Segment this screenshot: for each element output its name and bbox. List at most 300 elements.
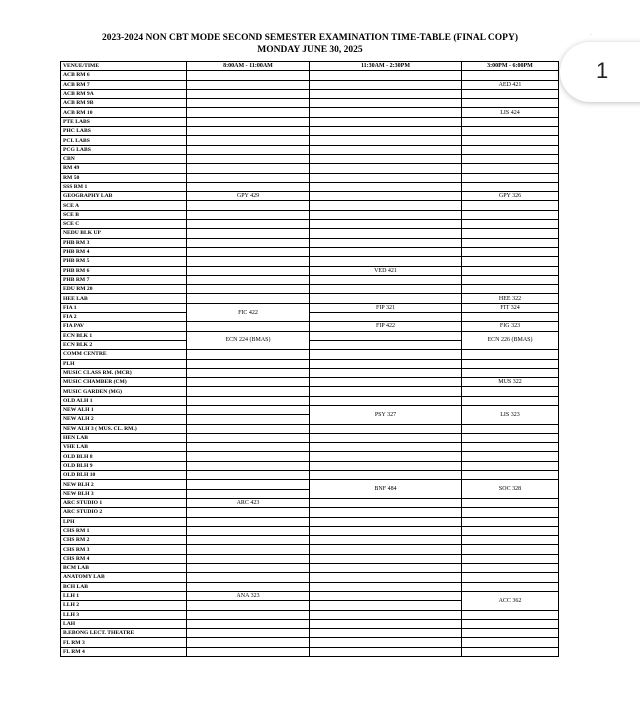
empty-cell: [310, 638, 462, 647]
empty-cell: [187, 350, 310, 359]
exam-cell: GPY 429: [187, 192, 310, 201]
venue-cell: PCL LABS: [61, 136, 187, 145]
empty-cell: [462, 210, 559, 219]
empty-cell: [462, 526, 559, 535]
venue-cell: LAH: [61, 619, 187, 628]
exam-cell: FIP 321: [310, 303, 462, 312]
table-row: [61, 238, 559, 247]
table-row: [61, 619, 559, 628]
table-row: [61, 229, 559, 238]
venue-cell: FIA 1: [61, 303, 187, 312]
empty-cell: [310, 526, 462, 535]
venue-cell: NEW ALH 1: [61, 405, 187, 414]
empty-cell: [187, 145, 310, 154]
empty-cell: [462, 182, 559, 191]
table-row: [61, 164, 559, 173]
empty-cell: [310, 601, 462, 610]
empty-cell: [187, 368, 310, 377]
empty-cell: [187, 629, 310, 638]
table-row: [61, 480, 559, 489]
empty-cell: [310, 545, 462, 554]
table-row: [61, 536, 559, 545]
empty-cell: [187, 424, 310, 433]
venue-cell: LPH: [61, 517, 187, 526]
empty-cell: [310, 285, 462, 294]
table-row: [61, 461, 559, 470]
table-row: [61, 285, 559, 294]
venue-cell: CHS RM 1: [61, 526, 187, 535]
table-row: [61, 89, 559, 98]
venue-cell: ECN BLK 1: [61, 331, 187, 340]
table-row: [61, 247, 559, 256]
empty-cell: [187, 573, 310, 582]
table-row: [61, 564, 559, 573]
empty-cell: [187, 545, 310, 554]
page-number: 1: [596, 58, 609, 83]
empty-cell: [310, 387, 462, 396]
empty-cell: [462, 461, 559, 470]
empty-cell: [310, 629, 462, 638]
empty-cell: [187, 164, 310, 173]
venue-cell: HEN LAB: [61, 433, 187, 442]
empty-cell: [187, 266, 310, 275]
table-row: [61, 303, 559, 312]
table-row: [61, 71, 559, 80]
table-row: [61, 154, 559, 163]
page-indicator: [560, 42, 640, 102]
header-row: [61, 62, 559, 71]
empty-cell: [310, 554, 462, 563]
empty-cell: [462, 647, 559, 656]
venue-cell: SCE B: [61, 210, 187, 219]
empty-cell: [462, 396, 559, 405]
table-row: [61, 275, 559, 284]
empty-cell: [310, 210, 462, 219]
empty-cell: [310, 229, 462, 238]
venue-cell: ACB RM 9B: [61, 99, 187, 108]
empty-cell: [187, 564, 310, 573]
venue-cell: PHB RM 4: [61, 247, 187, 256]
venue-cell: RM 50: [61, 173, 187, 182]
empty-cell: [462, 71, 559, 80]
empty-cell: [310, 350, 462, 359]
table-row: [61, 331, 559, 340]
venue-cell: COMM CENTRE: [61, 350, 187, 359]
venue-cell: PLH: [61, 359, 187, 368]
empty-cell: [310, 80, 462, 89]
empty-cell: [310, 294, 462, 303]
venue-cell: PHC LABS: [61, 127, 187, 136]
exam-cell: LIS 424: [462, 108, 559, 117]
empty-cell: [310, 378, 462, 387]
empty-cell: [187, 554, 310, 563]
empty-cell: [462, 387, 559, 396]
venue-cell: ACB RM 10: [61, 108, 187, 117]
table-row: [61, 182, 559, 191]
empty-cell: [310, 359, 462, 368]
table-row: [61, 582, 559, 591]
empty-cell: [462, 573, 559, 582]
empty-cell: [310, 508, 462, 517]
exam-cell: LIS 323: [462, 405, 559, 424]
exam-cell: GPY 326: [462, 192, 559, 201]
exam-cell: FIP 422: [310, 322, 462, 331]
table-row: [61, 127, 559, 136]
venue-cell: B.EBONG LECT. THEATRE: [61, 629, 187, 638]
empty-cell: [462, 471, 559, 480]
empty-cell: [462, 173, 559, 182]
table-row: [61, 108, 559, 117]
empty-cell: [187, 526, 310, 535]
exam-cell: SOC 328: [462, 480, 559, 499]
table-row: [61, 322, 559, 331]
table-row: [61, 638, 559, 647]
venue-cell: NEDU BLK UP: [61, 229, 187, 238]
empty-cell: [462, 229, 559, 238]
empty-cell: [310, 238, 462, 247]
empty-cell: [462, 145, 559, 154]
venue-cell: PCG LABS: [61, 145, 187, 154]
empty-cell: [310, 89, 462, 98]
venue-cell: BCH LAB: [61, 582, 187, 591]
empty-cell: [187, 415, 310, 424]
empty-cell: [187, 154, 310, 163]
document-date: MONDAY JUNE 30, 2025: [257, 45, 363, 55]
empty-cell: [187, 210, 310, 219]
empty-cell: [310, 164, 462, 173]
empty-cell: [310, 564, 462, 573]
empty-cell: [462, 266, 559, 275]
empty-cell: [310, 340, 462, 349]
empty-cell: [462, 247, 559, 256]
empty-cell: [462, 275, 559, 284]
empty-cell: [462, 136, 559, 145]
venue-cell: NEW BLH 2: [61, 480, 187, 489]
empty-cell: [187, 173, 310, 182]
empty-cell: [187, 257, 310, 266]
empty-cell: [310, 108, 462, 117]
empty-cell: [310, 368, 462, 377]
table-row: [61, 117, 559, 126]
venue-cell: RM 49: [61, 164, 187, 173]
exam-cell: FIC 422: [187, 303, 310, 322]
empty-cell: [462, 582, 559, 591]
table-row: [61, 80, 559, 89]
table-row: [61, 220, 559, 229]
venue-cell: NEW ALH 3 ( MUS. CL. RM.): [61, 424, 187, 433]
empty-cell: [310, 433, 462, 442]
empty-cell: [310, 498, 462, 507]
empty-cell: [187, 80, 310, 89]
empty-cell: [310, 182, 462, 191]
empty-cell: [310, 192, 462, 201]
venue-cell: ACB RM 7: [61, 80, 187, 89]
empty-cell: [310, 619, 462, 628]
empty-cell: [462, 545, 559, 554]
venue-cell: ACB RM 6: [61, 71, 187, 80]
empty-cell: [462, 424, 559, 433]
venue-cell: OLD ALH 1: [61, 396, 187, 405]
empty-cell: [462, 164, 559, 173]
header-slot-midday: 11:30AM - 2:30PM: [310, 62, 462, 71]
venue-cell: BCM LAB: [61, 564, 187, 573]
exam-cell: AED 421: [462, 80, 559, 89]
empty-cell: [187, 610, 310, 619]
empty-cell: [187, 136, 310, 145]
empty-cell: [310, 452, 462, 461]
empty-cell: [187, 647, 310, 656]
empty-cell: [187, 508, 310, 517]
empty-cell: [462, 610, 559, 619]
exam-cell: ARC 423: [187, 498, 310, 507]
exam-cell: ANA 323: [187, 591, 310, 600]
table-row: [61, 173, 559, 182]
empty-cell: [310, 127, 462, 136]
empty-cell: [310, 610, 462, 619]
empty-cell: [462, 154, 559, 163]
venue-cell: LLH 1: [61, 591, 187, 600]
venue-cell: SSS RM 1: [61, 182, 187, 191]
empty-cell: [310, 257, 462, 266]
empty-cell: [187, 127, 310, 136]
header-slot-morning: 8:00AM - 11:00AM: [187, 62, 310, 71]
table-row: [61, 554, 559, 563]
table-row: [61, 294, 559, 303]
table-row: [61, 433, 559, 442]
empty-cell: [462, 117, 559, 126]
venue-cell: PHB RM 7: [61, 275, 187, 284]
empty-cell: [462, 89, 559, 98]
table-row: [61, 210, 559, 219]
venue-cell: OLD BLH 9: [61, 461, 187, 470]
empty-cell: [187, 461, 310, 470]
empty-cell: [462, 313, 559, 322]
table-row: [61, 257, 559, 266]
venue-cell: MUSIC CHAMBER (CM): [61, 378, 187, 387]
empty-cell: [462, 508, 559, 517]
exam-cell: BNF 484: [310, 480, 462, 499]
exam-cell: VED 421: [310, 266, 462, 275]
empty-cell: [187, 452, 310, 461]
empty-cell: [187, 238, 310, 247]
empty-cell: [187, 89, 310, 98]
venue-cell: FL RM 3: [61, 638, 187, 647]
empty-cell: [310, 220, 462, 229]
venue-cell: VHE LAB: [61, 443, 187, 452]
empty-cell: [310, 591, 462, 600]
exam-cell: FIT 324: [462, 303, 559, 312]
venue-cell: CHS RM 2: [61, 536, 187, 545]
empty-cell: [310, 396, 462, 405]
empty-cell: [187, 433, 310, 442]
venue-cell: CHS RM 4: [61, 554, 187, 563]
table-row: [61, 136, 559, 145]
exam-cell: PSY 327: [310, 405, 462, 424]
venue-cell: ECN BLK 2: [61, 340, 187, 349]
empty-cell: [310, 471, 462, 480]
table-row: [61, 192, 559, 201]
table-row: [61, 405, 559, 414]
table-row: [61, 424, 559, 433]
empty-cell: [310, 647, 462, 656]
empty-cell: [462, 452, 559, 461]
table-row: [61, 368, 559, 377]
corner-mark: ·: [590, 33, 592, 38]
empty-cell: [187, 182, 310, 191]
venue-cell: MUSIC GARDEN (MG): [61, 387, 187, 396]
empty-cell: [187, 275, 310, 284]
empty-cell: [187, 638, 310, 647]
empty-cell: [310, 582, 462, 591]
venue-cell: ANATOMY LAB: [61, 573, 187, 582]
empty-cell: [187, 443, 310, 452]
exam-cell: HEE 322: [462, 294, 559, 303]
empty-cell: [310, 145, 462, 154]
empty-cell: [462, 99, 559, 108]
empty-cell: [187, 247, 310, 256]
empty-cell: [310, 154, 462, 163]
empty-cell: [187, 480, 310, 489]
empty-cell: [187, 294, 310, 303]
table-row: [61, 610, 559, 619]
exam-cell: ECN 224 (BMAS): [187, 331, 310, 350]
empty-cell: [187, 322, 310, 331]
empty-cell: [310, 424, 462, 433]
venue-cell: HEE LAB: [61, 294, 187, 303]
empty-cell: [187, 471, 310, 480]
table-row: [61, 99, 559, 108]
empty-cell: [310, 173, 462, 182]
table-row: [61, 350, 559, 359]
empty-cell: [310, 136, 462, 145]
timetable: [60, 61, 559, 657]
empty-cell: [187, 229, 310, 238]
venue-cell: PTE LABS: [61, 117, 187, 126]
timetable-body: [61, 71, 559, 657]
exam-cell: ECN 226 (BMAS): [462, 331, 559, 350]
venue-cell: MUSIC CLASS RM. (MCR): [61, 368, 187, 377]
venue-cell: SCE A: [61, 201, 187, 210]
empty-cell: [310, 201, 462, 210]
table-row: [61, 517, 559, 526]
empty-cell: [462, 443, 559, 452]
venue-cell: FL RM 4: [61, 647, 187, 656]
empty-cell: [187, 285, 310, 294]
table-row: [61, 591, 559, 600]
venue-cell: NEW BLH 3: [61, 489, 187, 498]
exam-cell: ACC 362: [462, 591, 559, 610]
empty-cell: [310, 443, 462, 452]
venue-cell: LLH 2: [61, 601, 187, 610]
empty-cell: [462, 220, 559, 229]
empty-cell: [187, 378, 310, 387]
empty-cell: [310, 117, 462, 126]
venue-cell: PHB RM 6: [61, 266, 187, 275]
venue-cell: PHB RM 5: [61, 257, 187, 266]
empty-cell: [310, 517, 462, 526]
venue-cell: SCE C: [61, 220, 187, 229]
empty-cell: [187, 108, 310, 117]
empty-cell: [187, 536, 310, 545]
empty-cell: [310, 461, 462, 470]
empty-cell: [187, 71, 310, 80]
header-venue: VENUE/TIME: [61, 62, 187, 71]
venue-cell: EDU RM 20: [61, 285, 187, 294]
empty-cell: [310, 99, 462, 108]
empty-cell: [462, 536, 559, 545]
empty-cell: [187, 517, 310, 526]
empty-cell: [187, 220, 310, 229]
venue-cell: OLD BLH 8: [61, 452, 187, 461]
empty-cell: [462, 350, 559, 359]
table-row: [61, 387, 559, 396]
exam-cell: MUS 322: [462, 378, 559, 387]
table-row: [61, 629, 559, 638]
table-row: [61, 526, 559, 535]
empty-cell: [462, 498, 559, 507]
empty-cell: [310, 313, 462, 322]
table-row: [61, 201, 559, 210]
empty-cell: [462, 368, 559, 377]
table-row: [61, 378, 559, 387]
venue-cell: LLH 3: [61, 610, 187, 619]
empty-cell: [462, 238, 559, 247]
empty-cell: [187, 117, 310, 126]
venue-cell: NEW ALH 2: [61, 415, 187, 424]
empty-cell: [187, 405, 310, 414]
empty-cell: [187, 619, 310, 628]
exam-cell: FIG 323: [462, 322, 559, 331]
venue-cell: ACB RM 9A: [61, 89, 187, 98]
empty-cell: [187, 582, 310, 591]
empty-cell: [462, 638, 559, 647]
table-row: [61, 545, 559, 554]
empty-cell: [310, 331, 462, 340]
venue-cell: FIA PAV: [61, 322, 187, 331]
empty-cell: [462, 629, 559, 638]
empty-cell: [462, 201, 559, 210]
empty-cell: [462, 257, 559, 266]
empty-cell: [462, 564, 559, 573]
table-row: [61, 313, 559, 322]
empty-cell: [462, 127, 559, 136]
empty-cell: [187, 201, 310, 210]
table-row: [61, 452, 559, 461]
table-row: [61, 508, 559, 517]
empty-cell: [187, 396, 310, 405]
table-row: [61, 145, 559, 154]
empty-cell: [462, 359, 559, 368]
venue-cell: CBN: [61, 154, 187, 163]
empty-cell: [310, 71, 462, 80]
empty-cell: [310, 536, 462, 545]
empty-cell: [187, 387, 310, 396]
empty-cell: [462, 517, 559, 526]
table-row: [61, 471, 559, 480]
empty-cell: [310, 275, 462, 284]
table-row: [61, 573, 559, 582]
empty-cell: [462, 285, 559, 294]
venue-cell: OLD BLH 10: [61, 471, 187, 480]
empty-cell: [187, 359, 310, 368]
venue-cell: FIA 2: [61, 313, 187, 322]
venue-cell: GEOGRAPHY LAB: [61, 192, 187, 201]
table-row: [61, 647, 559, 656]
empty-cell: [462, 554, 559, 563]
document-title: 2023-2024 NON CBT MODE SECOND SEMESTER EXAMINATION TIME-TABLE (FINAL COPY): [101, 33, 519, 43]
empty-cell: [462, 433, 559, 442]
table-row: [61, 359, 559, 368]
